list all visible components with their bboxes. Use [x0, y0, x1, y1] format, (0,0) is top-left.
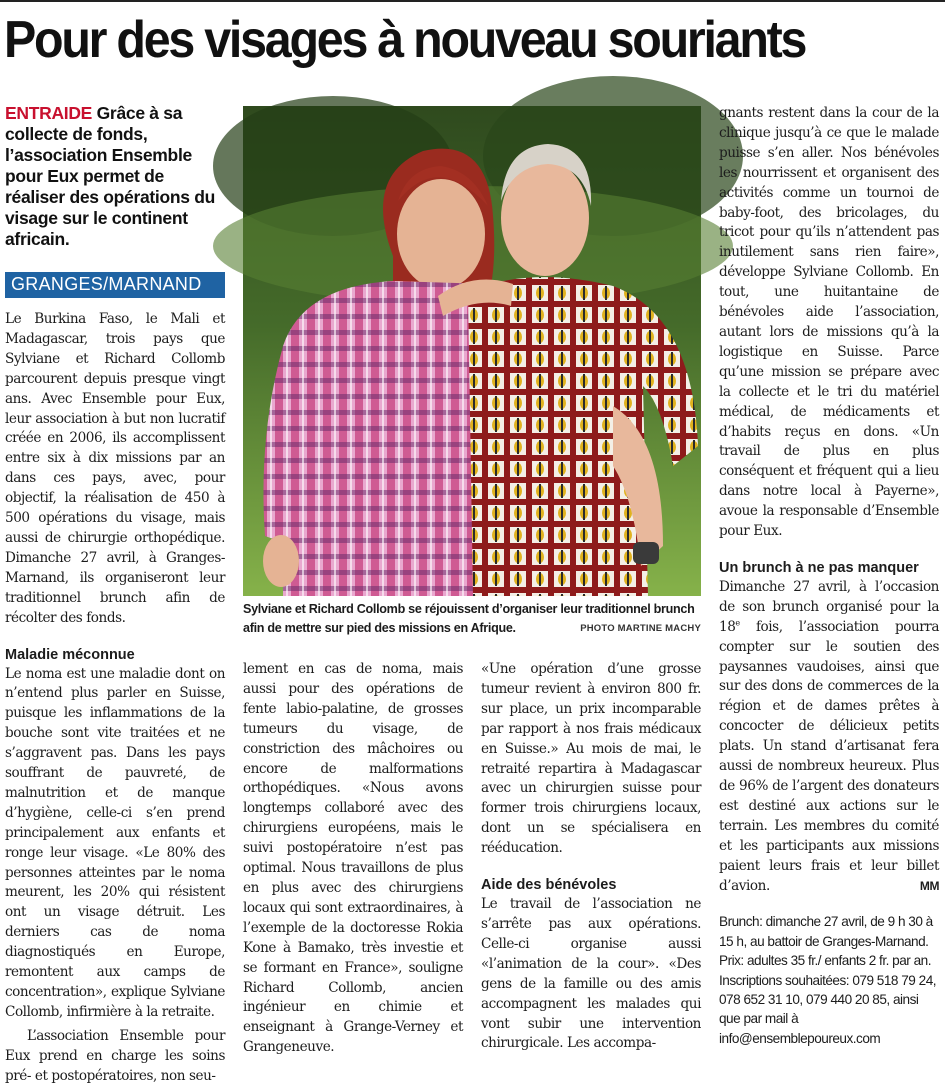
col2-paragraph: lement en cas de noma, mais aussi pour des opérations de fente labio-palatine, de grosses tumeurs du visage, de constriction des mâchoires ou encore de malformations orthopédiques. «Nous avons longtemps collaboré avec des chirurgiens européens, mais le suivi postopératoire n’est pas optimal. Nous travaillons de plus en plus avec des chirurgiens locaux qui sont extraordinaires, à l’exemple de la doctoresse Rokia Kone à Bamako, très investie et se formant en France», souligne Richard Collomb, ancien ingénieur en chimie et enseignant à Grange-Verney et Grangeneuve. — [243, 661, 463, 1056]
column-4 — [719, 104, 939, 1048]
top-rule — [0, 0, 945, 2]
subheading-benevoles: Aide des bénévoles — [481, 877, 617, 894]
author-signature: MM — [919, 878, 939, 893]
column-2 — [243, 660, 463, 1058]
section3-text-b: fois, l’association pourra compter sur le soutien des paysannes vaudoises, ainsi que sur des dons de commerces de la région et de dames prêtes à concocter de délicieux petits plats. Un stand d’artisanat fera aussi de nombreux heureux. Plus de 96% de l’argent des donateurs est destiné aux actions sur le terrain. Les membres du comité et les participants aux missions paient leurs frais et leur billet d’avion. — [719, 618, 939, 894]
caption-text: Sylviane et Richard Collomb se réjouissent d’organiser leur traditionnel brunch afin de mettre sur pied des missions en Afrique. — [243, 602, 695, 635]
section2-paragraph: Le travail de l’association ne s’arrête pas aux opérations. Celle-ci organise aussi «l’animation de la cour». «Des gens de la famille ou des amis accompagnent les malades qui vont subir une intervention chirurgicale. Les accompa- — [481, 896, 701, 1052]
section3-text-a: Dimanche 27 avril, à l’occasion de son brunch organisé pour la 18 — [719, 578, 939, 635]
photo-credit: PHOTO MARTINE MACHY — [580, 623, 701, 634]
headline: Pour des visages à nouveau souriants — [4, 11, 806, 69]
column-1 — [5, 103, 225, 1087]
ordinal-superscript: e — [735, 618, 740, 628]
photo — [243, 106, 701, 596]
info-box: Brunch: dimanche 27 avril, de 9 h 30 à 15 h, au battoir de Granges-Marnand. Prix: adultes 35 fr./ enfants 2 fr. par an. Inscriptions souhaitées: 079 518 79 24, 078 652 31 10, 079 440 20 85, ainsi que par mail à info@ensemblepoureux.com — [719, 914, 937, 1046]
caption-block — [243, 600, 701, 638]
intro-paragraph: Le Burkina Faso, le Mali et Madagascar, trois pays que Sylviane et Richard Collomb parcourent depuis presque vingt ans. Avec Ensemble pour Eux, leur association à but non lucratif créée en 2006, ils accomplissent entre six à dix missions par an dans ces pays, avec, pour objectif, la réalisation de 450 à 500 opérations du visage, mais aussi de chirurgie orthopédique. Dimanche 27 avril, à Granges-Marnand, ils organiseront leur traditionnel brunch afin de récolter des fonds. — [5, 311, 225, 626]
column-3 — [481, 660, 701, 1054]
lead-text: Grâce à sa collecte de fonds, l’association Ensemble pour Eux permet de réaliser des opérations du visage sur le continent africain. — [5, 103, 216, 249]
kicker: ENTRAIDE — [5, 103, 93, 123]
col3-paragraph: «Une opération d’une grosse tumeur revient à environ 800 fr. sur place, un prix incomparable par rapport à nos frais médicaux en Suisse.» Au mois de mai, le retraité repartira à Madagascar avec un chirurgien suisse pour former trois chirurgiens locaux, dont un se spécialisera en rééducation. — [481, 661, 701, 857]
subheading-maladie: Maladie méconnue — [5, 646, 135, 663]
section1-paragraph-2: L’association Ensemble pour Eux prend en charge les soins pré- et postopératoires, non seu- — [5, 1027, 225, 1084]
section1-paragraph-1: Le noma est une maladie dont on n’entend plus parler en Suisse, puisque les inflammations de la bouche sont vite traitées et ne s’aggravent pas. Dans les pays souffrant de pauvreté, de malnutrition et de manque d’hygiène, celle-ci s’en prend principalement aux enfants et ronge leur visage. «Le 80% des personnes atteintes par le noma meurent, les 20% qui résistent ont un visage détruit. Les derniers cas de noma diagnostiqués en Europe, remontent aux camps de concentration», explique Sylviane Collomb, infirmière à la retraite. — [5, 665, 225, 1020]
subheading-brunch: Un brunch à ne pas manquer — [719, 559, 919, 576]
lead-paragraph — [5, 103, 225, 250]
location-tag: GRANGES/MARNAND — [5, 272, 225, 296]
photo-caption — [243, 600, 701, 638]
col4-paragraph: gnants restent dans la cour de la clinique jusqu’à ce que le malade puisse s’en aller. Nos bénévoles les nourrissent et organisent des activités comme un tournoi de baby-foot, des bricolages, du tricot pour qu’ils n’attendent pas inutilement sans rien faire», développe Sylviane Collomb. En tout, une huitantaine de bénévoles aide l’association, autant lors de missions qu’à la logistique en Suisse. Parce qu’une mission se prépare avec la collecte et le tri du matériel médical, de médicaments et d’habits reçus en dons. «Un travail de plus en plus conséquent et fréquent qui a lieu dans notre local à Payerne», avoue la responsable d’Ensemble pour Eux. — [719, 105, 939, 540]
section3-paragraph — [719, 578, 939, 897]
